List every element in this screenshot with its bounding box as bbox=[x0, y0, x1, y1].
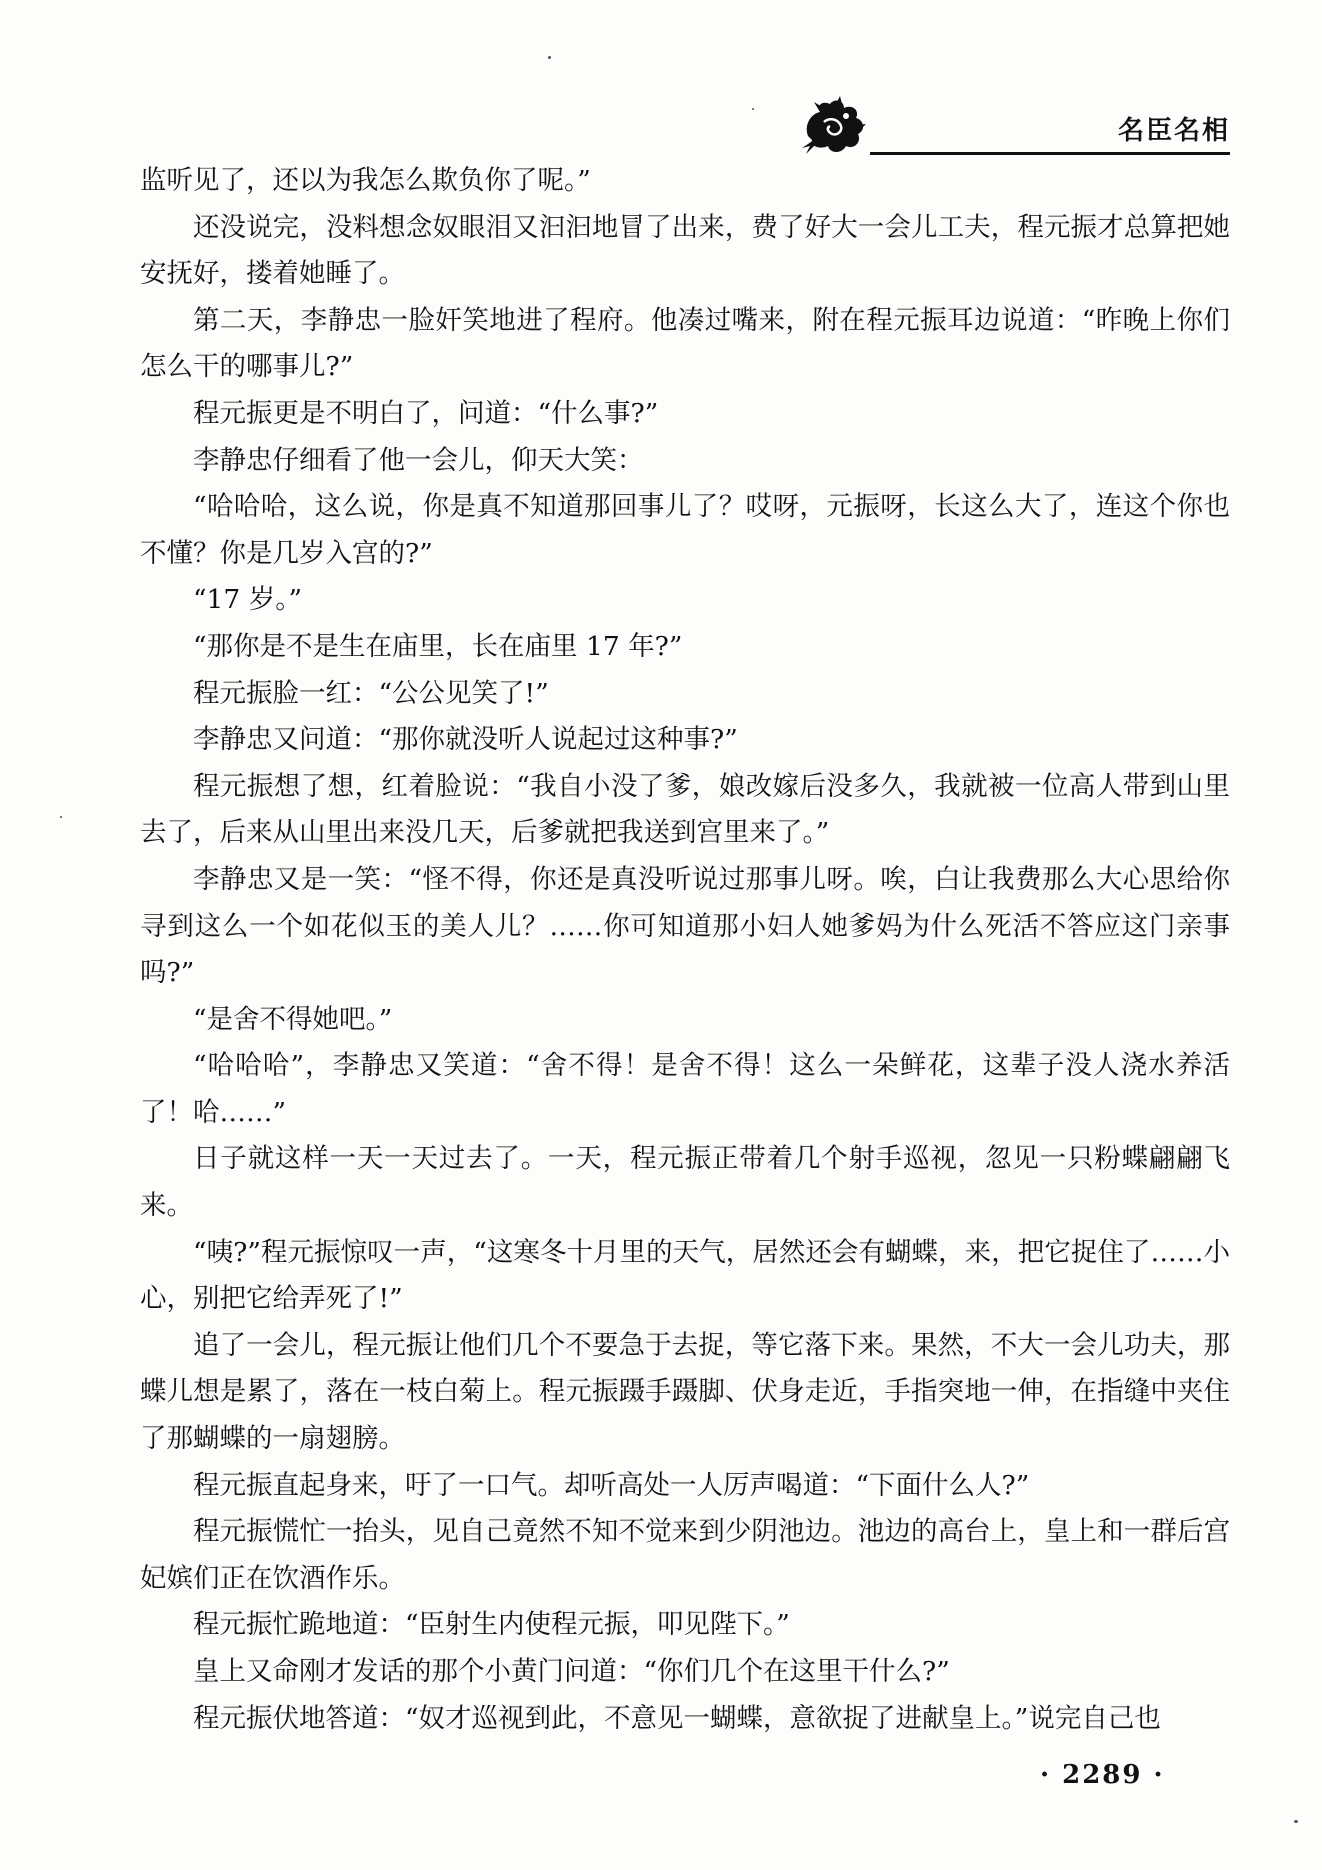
scan-speck bbox=[60, 816, 62, 818]
header-title: 名臣名相 bbox=[1117, 116, 1230, 146]
scan-speck bbox=[752, 108, 754, 110]
paragraph: 皇上又命刚才发话的那个小黄门问道：“你们几个在这里干什么?” bbox=[193, 1656, 950, 1687]
paragraph: 程元振直起身来，吁了一口气。却听高处一人厉声喝道：“下面什么人?” bbox=[193, 1469, 1030, 1501]
paragraph: “是舍不得她吧。” bbox=[193, 1003, 393, 1035]
paragraph: 程元振脸一红：“公公见笑了!” bbox=[193, 677, 549, 709]
scan-speck bbox=[548, 56, 551, 59]
scan-speck bbox=[1294, 1820, 1298, 1823]
paragraph: 日子就这样一天一天过去了。一天，程元振正带着几个射手巡视，忽见一只粉蝶翩翩飞来。 bbox=[140, 1143, 1230, 1222]
dragon-emblem-icon bbox=[800, 96, 872, 156]
running-header bbox=[800, 96, 1230, 158]
paragraph: 追了一会儿，程元振让他们几个不要急于去捉，等它落下来。果然，不大一会儿功夫，那蝶儿想是累了，落在一枝白菊上。程元振蹑手蹑脚、伏身走近，手指突地一伸，在指缝中夹住了那蝴蝶的一扇翅膀。 bbox=[140, 1329, 1230, 1455]
paragraph: “那你是不是生在庙里，长在庙里 17 年?” bbox=[193, 630, 683, 662]
paragraph: 程元振伏地答道：“奴才巡视到此，不意见一蝴蝶，意欲捉了进献皇上。”说完自己也 bbox=[193, 1702, 1161, 1734]
paragraph: “哈哈哈，这么说，你是真不知道那回事儿了？哎呀，元振呀，长这么大了，连这个你也不懂？你是几岁入宫的?” bbox=[140, 491, 1230, 569]
paragraph: 李静忠又是一笑：“怪不得，你还是真没听说过那事儿呀。唉，白让我费那么大心思给你寻到这么一个如花似玉的美人儿？……你可知道那小妇人她爹妈为什么死活不答应这门亲事吗?” bbox=[140, 863, 1230, 989]
paragraph: 程元振慌忙一抬头，见自己竟然不知不觉来到少阴池边。池边的高台上，皇上和一群后宫妃嫔们正在饮酒作乐。 bbox=[140, 1516, 1230, 1594]
paragraph: “17 岁。” bbox=[193, 584, 302, 616]
paragraph: 李静忠又问道：“那你就没听人说起过这种事?” bbox=[193, 724, 738, 756]
body-text bbox=[140, 158, 1230, 1742]
paragraph: 程元振想了想，红着脸说：“我自小没了爹，娘改嫁后没多久，我就被一位高人带到山里去了，后来从山里出来没几天，后爹就把我送到宫里来了。” bbox=[140, 770, 1230, 849]
paragraph: “哈哈哈”，李静忠又笑道：“舍不得！是舍不得！这么一朵鲜花，这辈子没人浇水养活了！哈……” bbox=[140, 1050, 1230, 1128]
paragraph: 监听见了，还以为我怎么欺负你了呢。” bbox=[140, 165, 591, 196]
paragraph: 第二天，李静忠一脸奸笑地进了程府。他凑过嘴来，附在程元振耳边说道：“昨晚上你们怎么干的哪事儿?” bbox=[140, 304, 1230, 383]
header-rule bbox=[870, 152, 1230, 155]
page-number: · 2289 · bbox=[1040, 1760, 1165, 1790]
paragraph: 程元振忙跪地道：“臣射生内使程元振，叩见陛下。” bbox=[193, 1609, 790, 1641]
paragraph: 李静忠仔细看了他一会儿，仰天大笑： bbox=[193, 444, 644, 476]
paragraph: 还没说完，没料想念奴眼泪又汩汩地冒了出来，费了好大一会儿工夫，程元振才总算把她安抚好，搂着她睡了。 bbox=[140, 211, 1230, 290]
paragraph: “咦?”程元振惊叹一声，“这寒冬十月里的天气，居然还会有蝴蝶，来，把它捉住了……小心，别把它给弄死了!” bbox=[140, 1236, 1230, 1315]
paragraph: 程元振更是不明白了，问道：“什么事?” bbox=[193, 397, 659, 429]
